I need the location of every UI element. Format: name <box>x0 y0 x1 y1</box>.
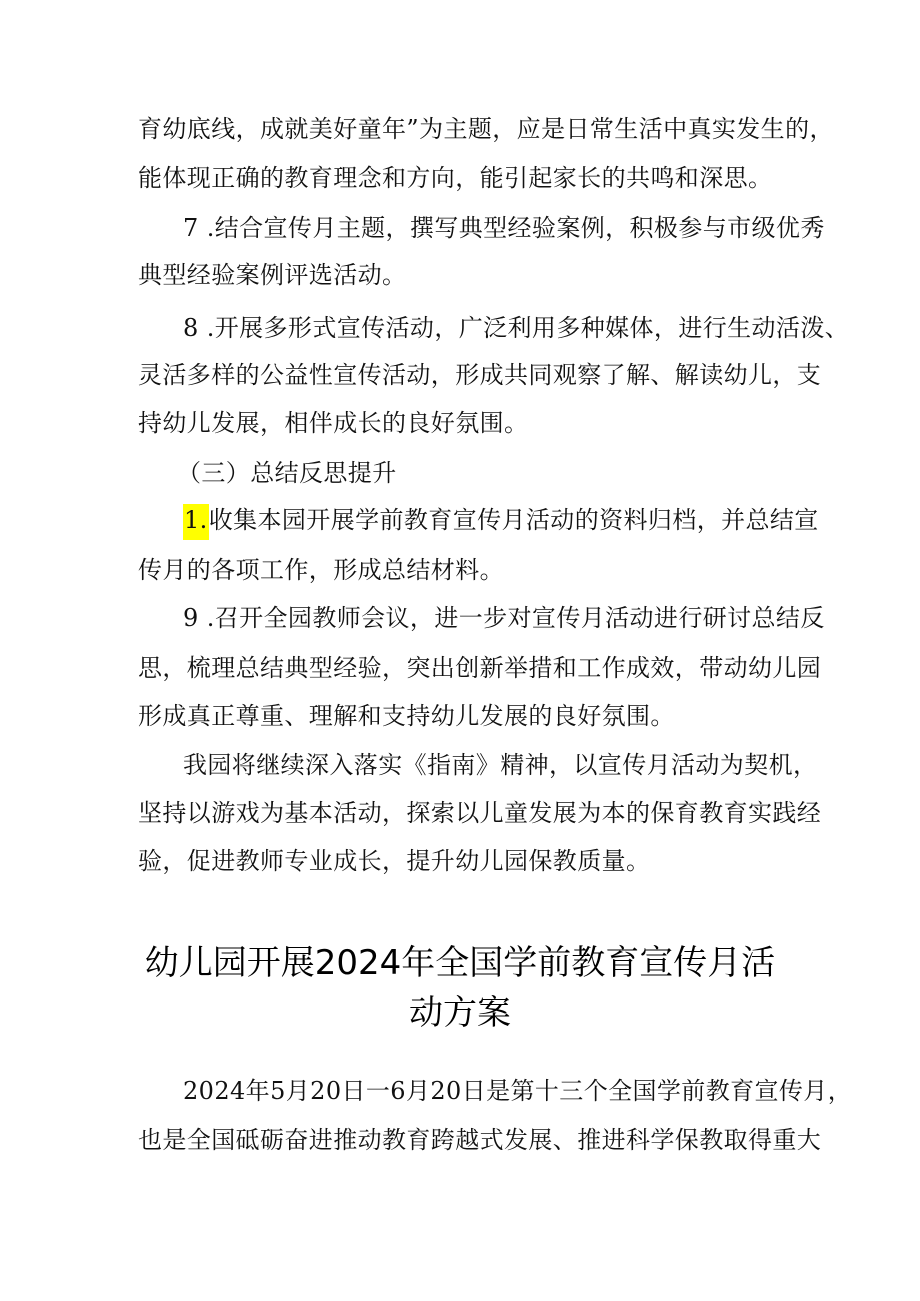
body-line: 2024年5月20日一6月20日是第十三个全国学前教育宣传月， <box>183 1077 853 1105</box>
body-line: 思，梳理总结典型经验，突出创新举措和工作成效，带动幼儿园 <box>138 654 822 682</box>
body-line: 7 .结合宣传月主题，撰写典型经验案例，积极参与市级优秀 <box>183 214 825 242</box>
body-line: 育幼底线，成就美好童年”为主题，应是日常生活中真实发生的， <box>138 115 834 143</box>
body-line: 9 .召开全园教师会议，进一步对宣传月活动进行研讨总结反 <box>183 604 825 632</box>
document-title: 幼儿园开展2024年全国学前教育宣传月活 <box>144 943 776 983</box>
body-line-text: 收集本园开展学前教育宣传月活动的资料归档，并总结宣 <box>208 506 819 534</box>
body-line: 8 .开展多形式宣传活动，广泛利用多种媒体，进行生动活泼、 <box>183 314 850 342</box>
document-title: 动方案 <box>409 993 511 1033</box>
body-line: 持幼儿发展，相伴成长的良好氛围。 <box>138 409 529 437</box>
body-line: 能体现正确的教育理念和方向，能引起家长的共鸣和深思。 <box>138 164 773 192</box>
section-heading: （三）总结反思提升 <box>177 459 397 487</box>
body-line: 灵活多样的公益性宣传活动，形成共同观察了解、解读幼儿，支 <box>138 361 822 389</box>
body-line: 也是全国砥砺奋进推动教育跨越式发展、推进科学保教取得重大 <box>138 1126 822 1154</box>
body-line: 我园将继续深入落实《指南》精神，以宣传月活动为契机， <box>183 751 818 779</box>
body-line: 传月的各项工作，形成总结材料。 <box>138 556 504 584</box>
body-line: 典型经验案例评选活动。 <box>138 261 407 289</box>
body-line: 形成真正尊重、理解和支持幼儿发展的良好氛围。 <box>138 702 675 730</box>
body-line: 坚持以游戏为基本活动，探索以儿童发展为本的保育教育实践经 <box>138 799 822 827</box>
body-line: 验，促进教师专业成长，提升幼儿园保教质量。 <box>138 847 651 875</box>
body-line <box>183 505 819 535</box>
highlighted-list-marker: 1. <box>183 504 209 540</box>
